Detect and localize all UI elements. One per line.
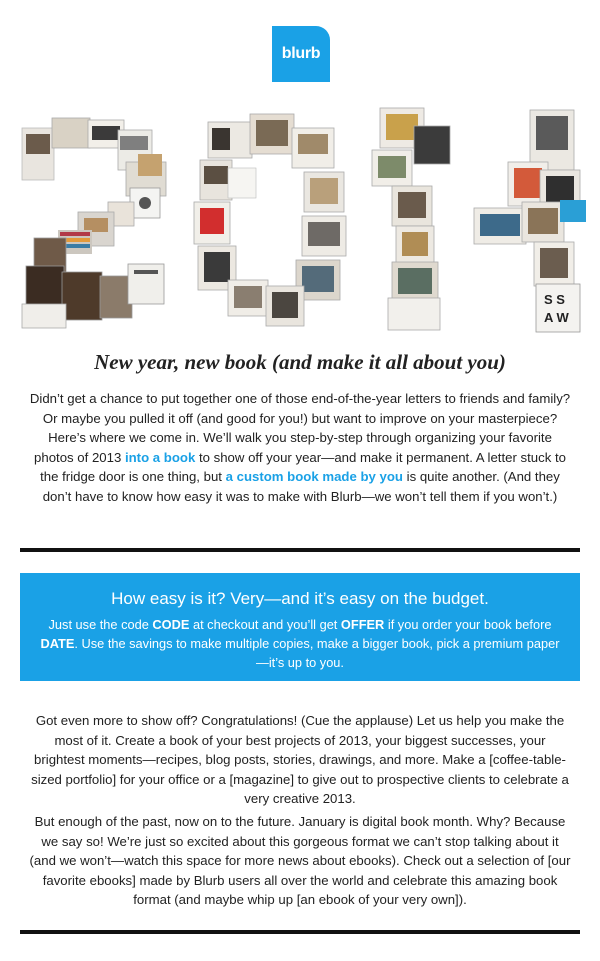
promo-text xyxy=(40,615,560,672)
body-paragraph-1: Got even more to show off? Congratulations! (Cue the applause) Let us help you make the most of it. Create a book of your best projects of 2013, your biggest successes, your brightest moments—recipes, blog posts, stories, drawings, and more. Make a [coffee-table-sized portfolio] for your office or a [magazine] to give out to prospective clients to celebrate a very creative 2013. xyxy=(31,713,569,807)
custom-book-link[interactable]: a custom book made by you xyxy=(225,469,403,485)
svg-text:A W: A W xyxy=(544,310,569,325)
promo-text-2: at checkout and you’ll get xyxy=(189,617,341,632)
digit-0-collage xyxy=(194,114,346,326)
promo-date: DATE xyxy=(40,636,75,651)
promo-code: CODE xyxy=(152,617,190,632)
intro-text-1: Didn’t get a chance to put together one of those end-of-the-year letters to friends and family? Or maybe you pulled it off (and good for you!) but want to improve on your masterpiece? Here’s where we come in. We’ll walk you step-by-step through organizing your favorite photos of 2013 xyxy=(29,391,571,465)
promo-text-4: . Use the savings to make multiple copies, make a bigger book, pick a premium paper—it’s up to you. xyxy=(74,636,560,670)
intro-paragraph xyxy=(28,389,572,507)
body-paragraph-2: But enough of the past, now on to the future. January is digital book month. Why? Because we say so! We’re just so excited about this gorgeous format we can’t stop talking about it (and we won’t—watch this space for more news about ebooks). Check out a selection of [our favorite ebooks] made by Blurb users all over the world and celebrate this amazing book format (and maybe whip up [an ebook of your very own]). xyxy=(29,814,571,908)
hero-2014-collage xyxy=(0,90,600,340)
blurb-logo[interactable] xyxy=(272,26,330,82)
headline: New year, new book (and make it all about you) xyxy=(94,350,506,374)
into-a-book-link[interactable]: into a book xyxy=(124,449,196,465)
promo-text-3: if you order your book before xyxy=(384,617,552,632)
promo-text-1: Just use the code xyxy=(48,617,153,632)
digit-4-collage xyxy=(474,110,586,332)
logo-text: blurb xyxy=(281,45,321,62)
promo-banner xyxy=(20,573,580,681)
intro-text-2: to show off your year—and make it permanent. A letter stuck to the fridge door is one thing, but xyxy=(40,449,566,485)
promo-offer: OFFER xyxy=(340,617,385,632)
digit-1-collage xyxy=(372,108,450,330)
divider-top xyxy=(20,548,580,552)
promo-title: How easy is it? Very—and it’s easy on the budget. xyxy=(111,589,489,608)
intro-text-3: is quite another. (And they don’t have to know how easy it was to make with Blurb—we won’t tell them if you won’t.) xyxy=(42,469,560,504)
divider-bottom xyxy=(20,930,580,934)
svg-text:S S: S S xyxy=(544,292,565,307)
digit-2-collage xyxy=(22,118,166,328)
